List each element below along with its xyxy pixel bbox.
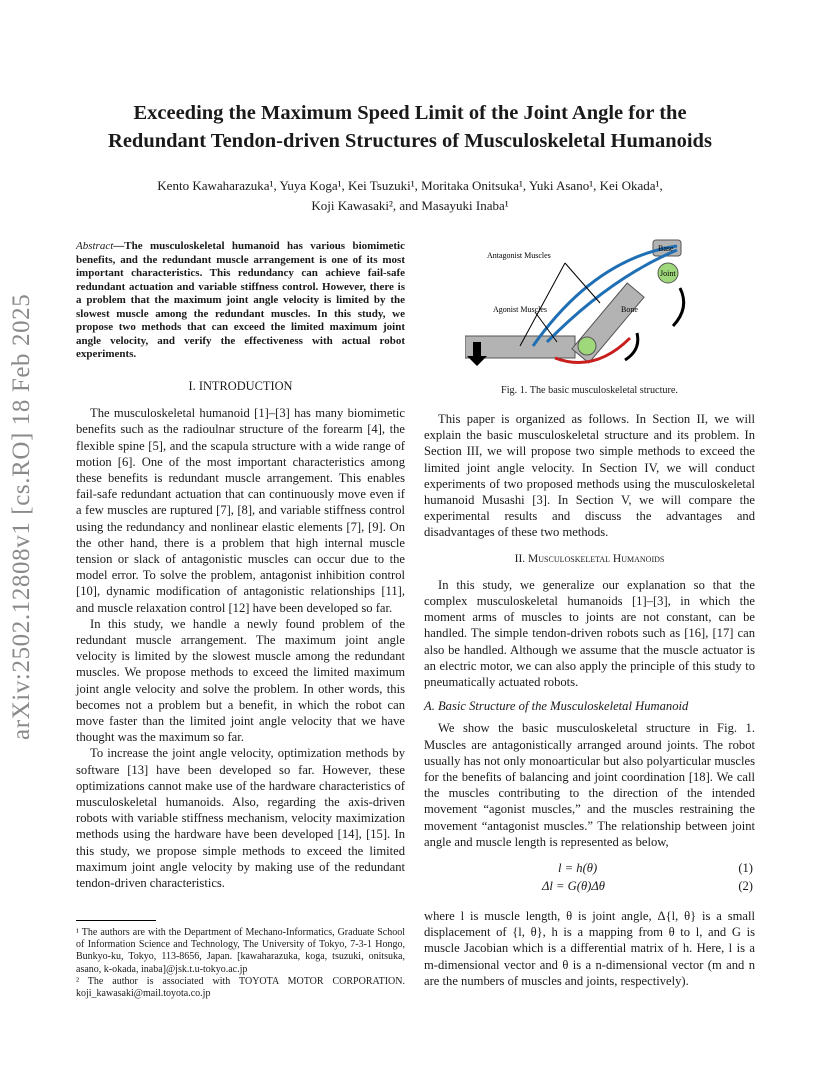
lower-joint (578, 337, 596, 355)
figure-1-diagram (465, 238, 695, 368)
organization-paragraph: This paper is organized as follows. In Section II, we will explain the basic musculoskeletal structure and its problem. In Section III, we will propose two simple methods to exceed the limited joint angle velocity. In Section IV, we will conduct experiments of two proposed methods using the musculoskeletal humanoid Musashi [3]. In Section V, we will compare the experimental results and discuss the advantages and disadvantages of these two methods. (424, 412, 755, 540)
arxiv-watermark: arXiv:2502.12808v1 [cs.RO] 18 Feb 2025 (8, 293, 35, 740)
abstract: Abstract—The musculoskeletal humanoid has various biomimetic benefits, and the redundant muscle arrangement is one of its most important characteristics. This redundancy can achieve fail-safe redundant actuation and variable stiffness control. However, there is a problem that the maximum joint angle velocity is limited by the slowest muscle among the redundant muscles. In this study, we propose two methods that can exceed the limited maximum joint angle velocity, and verify the effectiveness with actual robot experiments. (76, 240, 405, 360)
abstract-label: Abstract (76, 240, 114, 252)
intro-paragraph-1: The musculoskeletal humanoid [1]–[3] has many biomimetic benefits such as the radioulnar structure of the forearm [4], the flexible spine [5], and the scapula structure with a wide range of motion [6]. One of the most important characteristics among these benefits is redundant muscle arrangement. This enables fail-safe redundant actuation that can continuously move even if a few muscles are ruptured [7], [8], and variable stiffness control using the redundancy and nonlinear elastic elements [7], [9]. On the other hand, there is a problem that high internal muscle tension or slack of antagonistic muscles can occur due to the model error. To solve the problem, antagonist inhibition control [10], dynamic modification of antagonistic relationships [11], and muscle relaxation control [12] have been developed so far. (76, 406, 405, 615)
equation-1-body: l = h(θ) (558, 861, 598, 876)
agonist-label: Agonist Muscles (493, 305, 547, 314)
section-2-paragraph-3: where l is muscle length, θ is joint angle, Δ{l, θ} is a small displacement of {l, θ}, h is a mapping from θ to l, and G is muscle Jacobian which is a differential matrix of h. Here, l is a m-dimensional vector and θ is a n-dimensional vector (m and n are the numbers of muscles and joints, respectively). (424, 909, 755, 988)
footnote-rule (76, 920, 156, 921)
intro-paragraph-2: In this study, we handle a newly found problem of the redundant muscle arrangement. The maximum joint angle velocity is limited by the slowest muscle among the redundant muscles. We propose methods to exceed the limited maximum joint angle velocity and solve the problem. In other words, this becomes not a problem but a benefit, in which the robot can move faster than the limited joint angle velocity that we have thought was the maximum so far. (76, 616, 405, 745)
right-column (424, 411, 755, 989)
footnote-1: ¹ The authors are with the Department of Mechano-Informatics, Graduate School of Information Science and Technology, The University of Tokyo, 7-3-1 Hongo, Bunkyo-ku, Tokyo, 113-8656, Japan. [kawaharazuka, koga, tsuzuki, onitsuka, asano, k-okada, inaba]@jsk.t.u-tokyo.ac.jp (76, 927, 405, 975)
author-list (90, 176, 730, 216)
equation-1-number: (1) (738, 861, 753, 876)
section-2-paragraph-1: In this study, we generalize our explanation so that the complex musculoskeletal humanoids [1]–[3], in which the moment arms of muscles to joints are not constant, can be handled. The simple tendon-driven robots such as [16], [17] can also be handled. Although we assume that the muscle actuator is an electric motor, we can also apply the principle of this study to pneumatically actuated robots. (424, 577, 755, 690)
authors-line-1: Kento Kawaharazuka¹, Yuya Koga¹, Kei Tsuzuki¹, Moritaka Onitsuka¹, Yuki Asano¹, Kei Okada¹, (157, 178, 663, 193)
introduction-section (76, 378, 405, 891)
title-line-1: Exceeding the Maximum Speed Limit of the Joint Angle for the (133, 102, 687, 124)
equation-2 (424, 878, 755, 896)
section-2-heading: II. Musculoskeletal Humanoids (514, 552, 665, 565)
paper-title (60, 99, 760, 155)
equation-2-body: Δl = G(θ)Δθ (542, 879, 605, 894)
footnote-2: ² The author is associated with TOYOTA MOTOR CORPORATION. koji_kawasaki@mail.toyota.co.jp (76, 975, 405, 1000)
antagonist-label: Antagonist Muscles (487, 251, 551, 260)
bone-label: Bone (621, 305, 638, 314)
joint-label: Joint (660, 269, 676, 278)
intro-paragraph-3: To increase the joint angle velocity, optimization methods by software [13] have been developed so far. However, these optimizations cannot make use of the hardware characteristics of musculoskeletal humanoids. Also, regarding the axis-driven robots with variable stiffness mechanism, velocity maximization methods using the hardware have been developed [14], [15]. In this study, we propose simple methods to exceed the limited maximum joint angle velocity by making use of the redundant tendon-driven characteristics. (76, 746, 405, 891)
intro-heading: I. INTRODUCTION (188, 379, 293, 393)
section-2-paragraph-2: We show the basic musculoskeletal structure in Fig. 1. Muscles are antagonistically arranged around joints. The robot usually has not only monoarticular but also polyarticular muscles for the benefits of balancing and joint coordination [18]. We call the muscles contributing to the direction of the intended movement “agonist muscles,” and the muscles restraining the movement “antagonist muscles.” The relationship between joint angle and muscle length is represented as below, (424, 721, 755, 849)
title-line-2: Redundant Tendon-driven Structures of Musculoskeletal Humanoids (108, 130, 712, 152)
rotation-arrow-upper (673, 288, 684, 326)
authors-line-2: Koji Kawasaki², and Masayuki Inaba¹ (311, 198, 509, 213)
subsection-a-heading: A. Basic Structure of the Musculoskeletal Humanoid (424, 699, 689, 714)
lower-bone (465, 336, 575, 358)
equation-1 (424, 860, 755, 878)
rotation-arrow-lower (625, 333, 638, 360)
antagonist-pointer-2 (565, 263, 600, 303)
figure-1-caption: Fig. 1. The basic musculoskeletal structure. (501, 385, 678, 396)
equation-2-number: (2) (738, 879, 753, 894)
footnotes (76, 920, 405, 1000)
base-label: Base (658, 244, 674, 253)
abstract-text: The musculoskeletal humanoid has various biomimetic benefits, and the redundant muscle arrangement is one of its most important characteristics. This redundancy can achieve fail-safe redundant actuation and variable stiffness control. However, there is a problem that the maximum joint angle velocity is limited by the slowest muscle among the redundant muscles. In this study, we propose two methods that can exceed the limited maximum joint angle velocity, and verify the effectiveness with actual robot experiments. (76, 240, 405, 360)
